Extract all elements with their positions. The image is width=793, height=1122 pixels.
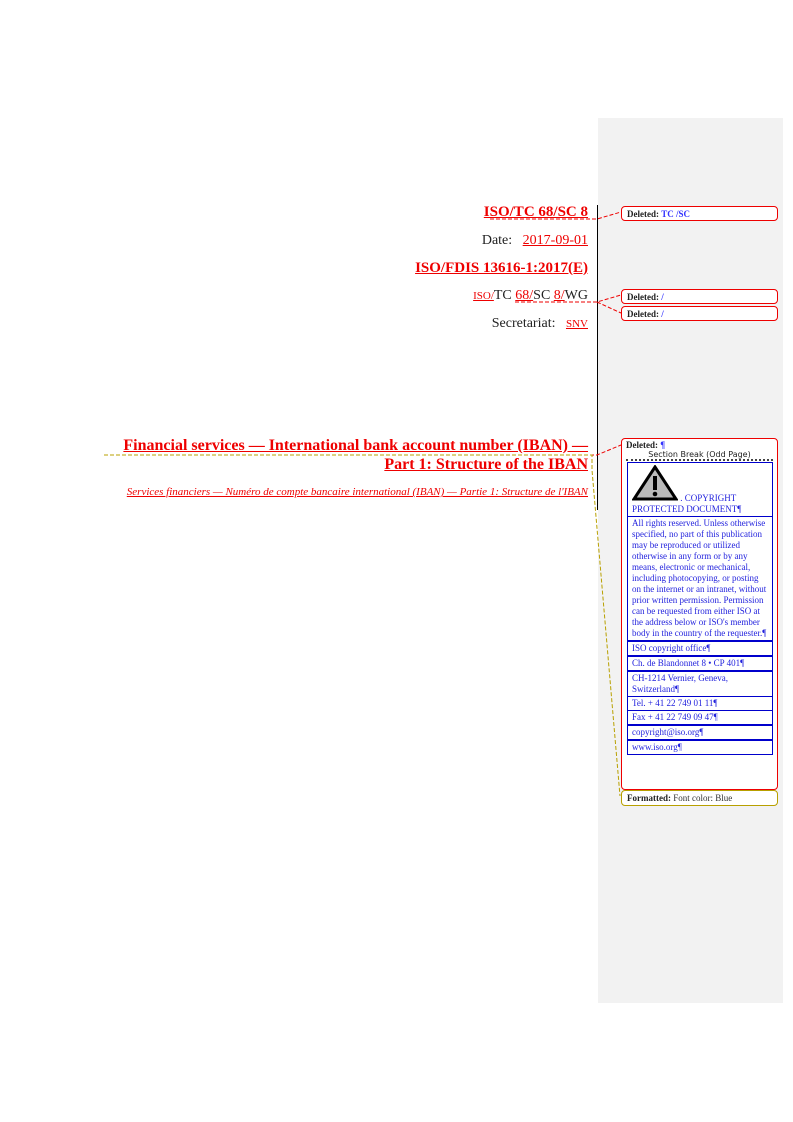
formatted-text: Font color: Blue <box>673 793 733 803</box>
document-id: ISO/FDIS 13616-1:2017(E) <box>415 260 588 276</box>
wg-wg: WG <box>564 288 588 303</box>
wg-sc-num: 8/ <box>553 288 565 303</box>
connector-formatted <box>104 455 620 796</box>
french-title: Services financiers — Numéro de compte bancaire international (IBAN) — Partie 1: Structure de l'IBAN <box>126 486 588 498</box>
connector-1 <box>490 212 621 219</box>
secretariat-label: Secretariat: <box>491 316 556 331</box>
comment-label: Deleted: <box>627 292 659 302</box>
connector-3 <box>597 302 621 313</box>
copyright-fax: Fax + 41 22 749 09 47¶ <box>628 711 772 726</box>
copyright-address-2: CH-1214 Vernier, Geneva, Switzerland¶ <box>628 672 772 697</box>
copyright-heading-cell <box>628 463 772 517</box>
wg-tc: TC <box>493 288 516 303</box>
date-label: Date: <box>481 233 513 248</box>
comment-deleted-3[interactable] <box>621 306 778 321</box>
comment-label: Deleted: <box>627 309 659 319</box>
warning-icon <box>632 465 678 501</box>
copyright-body: All rights reserved. Unless otherwise specified, no part of this publication may be reproduced or utilized otherwise in any form or by any means, electronic or mechanical, including photocopying, or posting on the internet or an intranet, without prior written permission. Permission can be requested from either ISO at the address below or ISO's member body in the country of the requester.¶ <box>628 517 772 642</box>
comment-deleted-2[interactable] <box>621 289 778 304</box>
comment-label: Deleted: <box>626 440 658 450</box>
wg-sc: SC <box>533 288 554 303</box>
copyright-web[interactable]: www.iso.org¶ <box>632 742 682 752</box>
title-line-1: Financial services — International bank account number (IBAN) — <box>123 437 588 454</box>
secretariat-value: SNV <box>565 318 588 330</box>
copyright-box <box>627 462 773 755</box>
comment-text: ¶ <box>660 440 666 450</box>
title-line-2: Part 1: Structure of the IBAN <box>384 456 588 473</box>
connector-4 <box>590 445 621 455</box>
copyright-tel: Tel. + 41 22 749 01 11¶ <box>628 697 772 711</box>
comment-text: TC /SC <box>661 209 690 219</box>
connector-2 <box>515 295 621 302</box>
date-value: 2017-09-01 <box>522 233 588 248</box>
comment-text: / <box>661 292 664 302</box>
section-break: Section Break (Odd Page) <box>626 451 773 461</box>
wg-prefix: ISO/ <box>473 290 494 302</box>
comment-text: / <box>661 309 664 319</box>
wg-tc-num: 68/ <box>515 288 534 303</box>
copyright-office: ISO copyright office¶ <box>628 642 772 657</box>
copyright-heading: . COPYRIGHT PROTECTED DOCUMENT¶ <box>632 493 742 514</box>
comment-deleted-1[interactable] <box>621 206 778 221</box>
comment-formatted[interactable] <box>621 790 778 806</box>
formatted-label: Formatted: <box>627 793 671 803</box>
comment-label: Deleted: <box>627 209 659 219</box>
copyright-address-1: Ch. de Blandonnet 8 • CP 401¶ <box>628 657 772 672</box>
copyright-email[interactable]: copyright@iso.org¶ <box>628 726 772 741</box>
committee: ISO/TC 68/SC 8 <box>483 204 588 220</box>
